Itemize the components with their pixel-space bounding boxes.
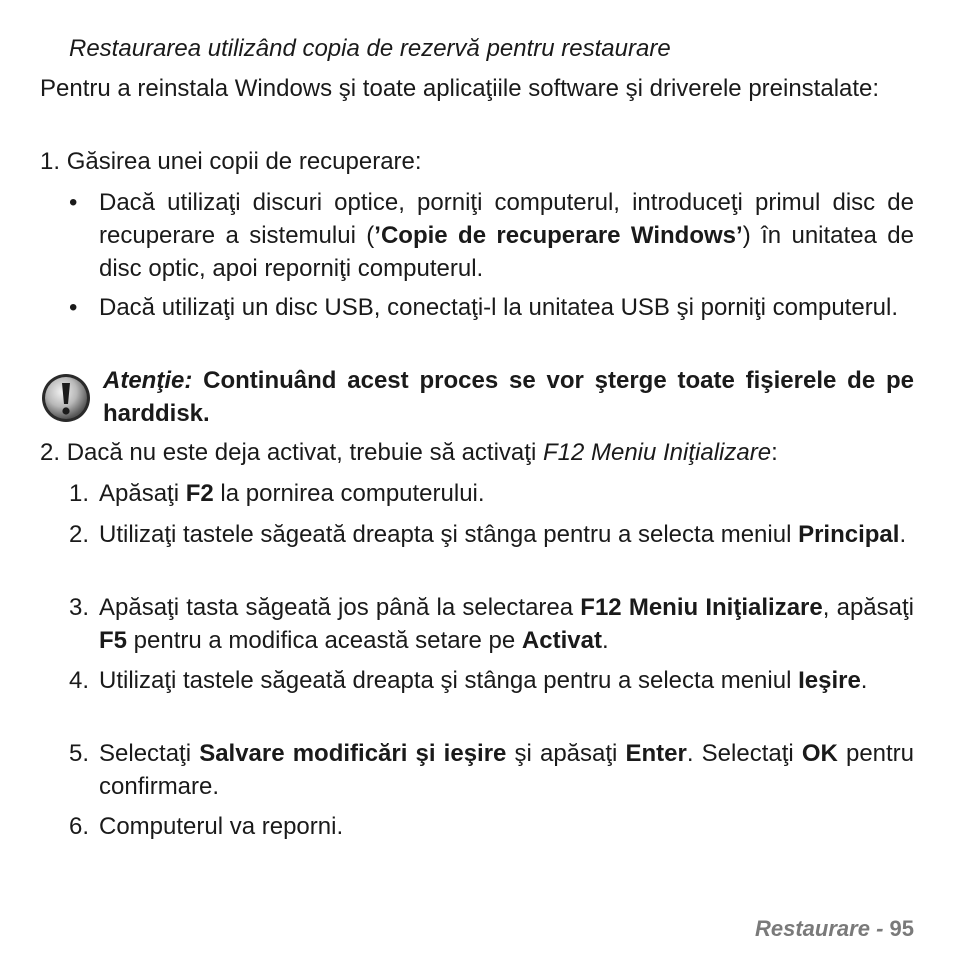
step-2-text: Dacă nu este deja activat, trebuie să activaţi bbox=[66, 439, 543, 466]
step-1 bbox=[40, 145, 422, 178]
substep-4 bbox=[99, 664, 914, 697]
substep-text: , apăsaţi bbox=[822, 594, 914, 621]
substep-bold: Activat bbox=[521, 627, 602, 654]
substep-text: Utilizaţi tastele săgeată dreapta şi stânga pentru a selecta meniul bbox=[99, 667, 799, 694]
bullet-usb-disc: Dacă utilizaţi un disc USB, conectaţi-l la unitatea USB şi porniţi computerul. bbox=[99, 294, 899, 321]
substep-text: şi apăsaţi bbox=[506, 740, 626, 767]
warning-icon bbox=[40, 372, 92, 424]
substep-text: Selectaţi bbox=[99, 740, 200, 767]
substep-number: 1. bbox=[69, 480, 90, 507]
substep-text: . Selectaţi bbox=[686, 740, 802, 767]
substep-bold: Ieşire bbox=[798, 667, 861, 694]
substep-number: 5. bbox=[69, 740, 90, 767]
substep-text: . bbox=[860, 667, 868, 694]
substep-bold: F5 bbox=[99, 627, 128, 654]
step-2-italic-text: F12 Meniu Iniţializare bbox=[542, 439, 772, 466]
substep-bold: Principal bbox=[798, 521, 900, 548]
step-2 bbox=[40, 436, 778, 469]
substep-bold: F12 Meniu Iniţializare bbox=[580, 594, 823, 621]
bullet-icon: • bbox=[69, 294, 78, 321]
step-1-text: Găsirea unei copii de recuperare: bbox=[66, 148, 422, 175]
substep-bold: Enter bbox=[625, 740, 687, 767]
step-2-text: : bbox=[771, 439, 778, 466]
substep-text: Apăsaţi tasta săgeată jos până la selectarea bbox=[99, 594, 581, 621]
page-footer bbox=[755, 912, 914, 945]
substep-6: Computerul va reporni. bbox=[99, 813, 344, 840]
section-heading: Restaurarea utilizând copia de rezervă pentru restaurare bbox=[69, 35, 671, 62]
substep-text: la pornirea computerului. bbox=[213, 480, 485, 507]
warning-note bbox=[103, 364, 914, 430]
substep-bold: Salvare modificări şi ieşire bbox=[199, 740, 507, 767]
substep-text: pentru confirmare. bbox=[99, 740, 915, 800]
footer-section: Restaurare - bbox=[755, 916, 890, 941]
warning-label: Atenţie: bbox=[103, 367, 193, 394]
substep-text: pentru a modifica această setare pe bbox=[127, 627, 522, 654]
page-number: 95 bbox=[889, 916, 914, 941]
intro-paragraph: Pentru a reinstala Windows şi toate aplicaţiile software şi driverele preinstalate: bbox=[40, 75, 880, 102]
warning-text: Continuând acest proces se vor şterge toate fişierele de pe harddisk. bbox=[103, 367, 914, 427]
substep-bold: OK bbox=[801, 740, 838, 767]
substep-text: Apăsaţi bbox=[99, 480, 186, 507]
bullet-optical-discs bbox=[99, 186, 914, 285]
substep-5 bbox=[99, 737, 914, 803]
substep-text: Utilizaţi tastele săgeată dreapta şi stânga pentru a selecta meniul bbox=[99, 521, 799, 548]
substep-number: 3. bbox=[69, 594, 90, 621]
substep-2 bbox=[99, 518, 914, 551]
bullet-text: ) în unitatea de disc optic, apoi reporniţi computerul. bbox=[99, 222, 914, 282]
substep-text: . bbox=[601, 627, 609, 654]
substep-number: 2. bbox=[69, 521, 90, 548]
bullet-bold-text: ’Copie de recuperare Windows’ bbox=[374, 222, 743, 249]
substep-text: . bbox=[899, 521, 907, 548]
bullet-text: Dacă utilizaţi discuri optice, porniţi computerul, introduceţi primul disc de recuperare a sistemului ( bbox=[99, 189, 914, 249]
substep-bold: F2 bbox=[185, 480, 214, 507]
substep-number: 4. bbox=[69, 667, 90, 694]
bullet-icon: • bbox=[69, 189, 78, 216]
step-1-number: 1. bbox=[40, 148, 61, 175]
substep-number: 6. bbox=[69, 813, 90, 840]
substep-1 bbox=[99, 477, 914, 510]
substep-3 bbox=[99, 591, 914, 657]
step-2-number: 2. bbox=[40, 439, 61, 466]
